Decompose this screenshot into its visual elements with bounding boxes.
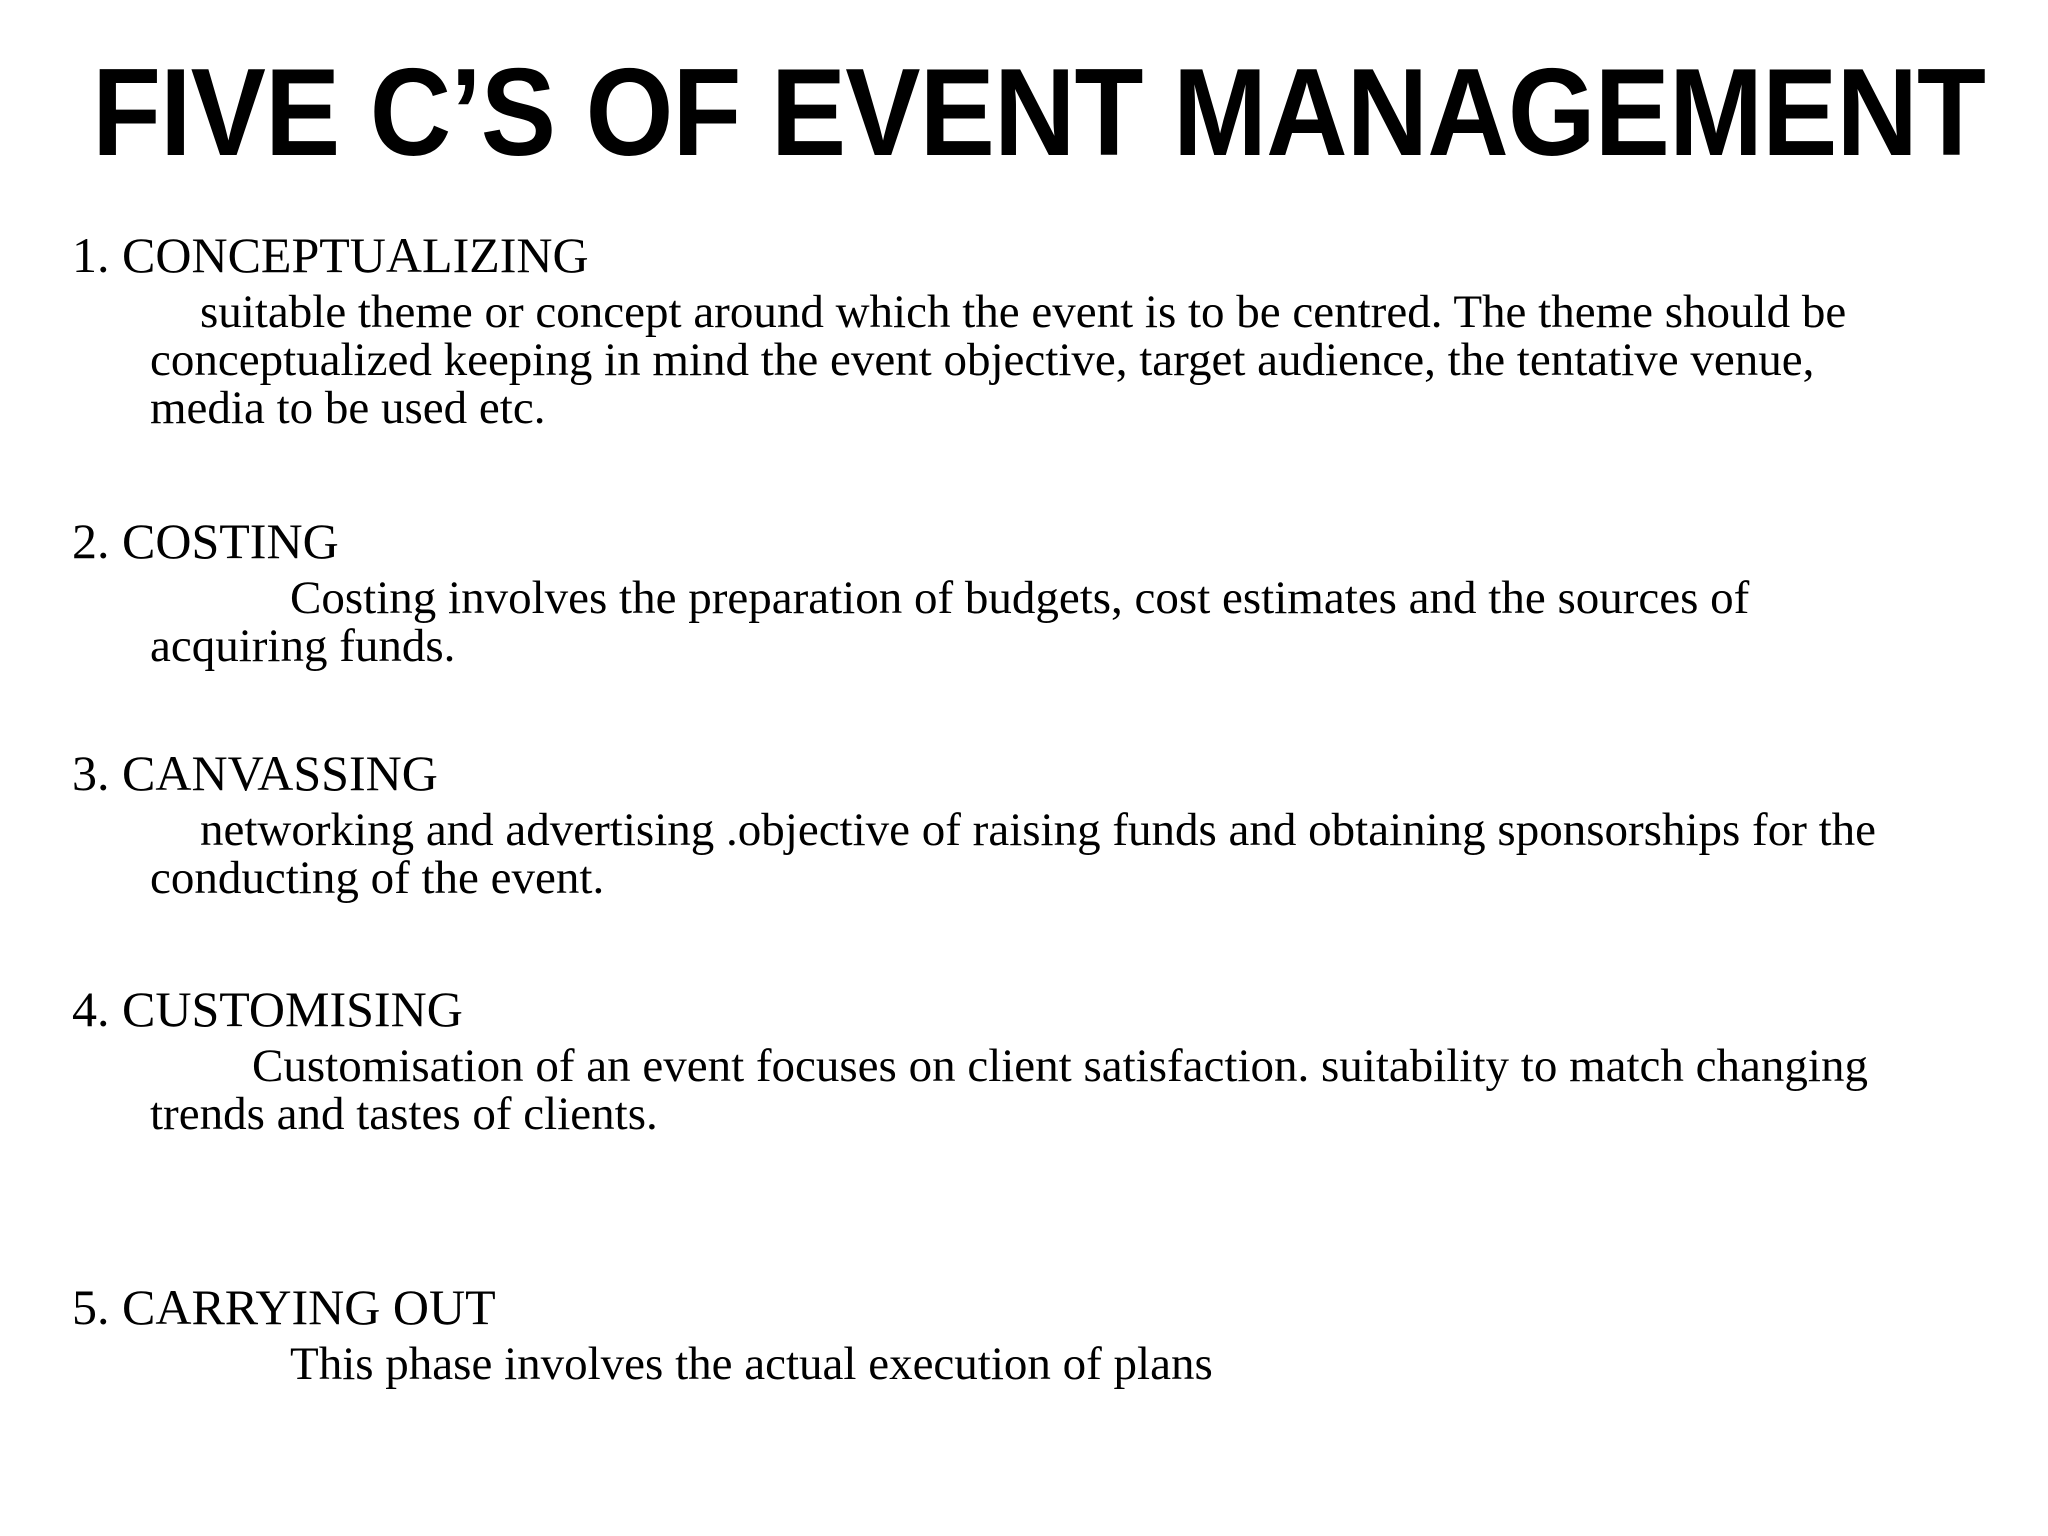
body-line: suitable theme or concept around which the event is to be centred. The theme should be <box>200 286 1847 338</box>
body-line: acquiring funds. <box>150 620 456 672</box>
section-body <box>150 1340 2032 1388</box>
section-heading: 3. CANVASSING <box>72 745 438 801</box>
body-line: networking and advertising .objective of raising funds and obtaining sponsorships for the <box>200 804 1877 856</box>
body-line: Customisation of an event focuses on client satisfaction. suitability to match changing <box>252 1040 1868 1092</box>
section-body <box>150 288 2032 432</box>
body-line: media to be used etc. <box>150 382 546 434</box>
section-customising <box>72 980 2032 1138</box>
section-heading: 4. CUSTOMISING <box>72 981 463 1037</box>
body-line: Costing involves the preparation of budgets, cost estimates and the sources of <box>290 572 1750 624</box>
section-body <box>150 1042 2032 1138</box>
body-line: conducting of the event. <box>150 852 605 904</box>
section-conceptualizing <box>72 226 2032 432</box>
section-body <box>150 806 2032 902</box>
body-line: trends and tastes of clients. <box>150 1088 658 1140</box>
section-heading: 5. CARRYING OUT <box>72 1279 496 1335</box>
section-body <box>150 574 2032 670</box>
section-heading: 1. CONCEPTUALIZING <box>72 227 589 283</box>
section-costing <box>72 512 2032 670</box>
body-line: This phase involves the actual execution of plans <box>290 1338 1213 1390</box>
section-canvassing <box>72 744 2032 902</box>
section-heading: 2. COSTING <box>72 513 339 569</box>
slide-title: FIVE C’S OF EVENT MANAGEMENT <box>92 44 1986 182</box>
section-carrying-out <box>72 1278 2032 1388</box>
body-line: conceptualized keeping in mind the event objective, target audience, the tentative venue, <box>150 334 1815 386</box>
